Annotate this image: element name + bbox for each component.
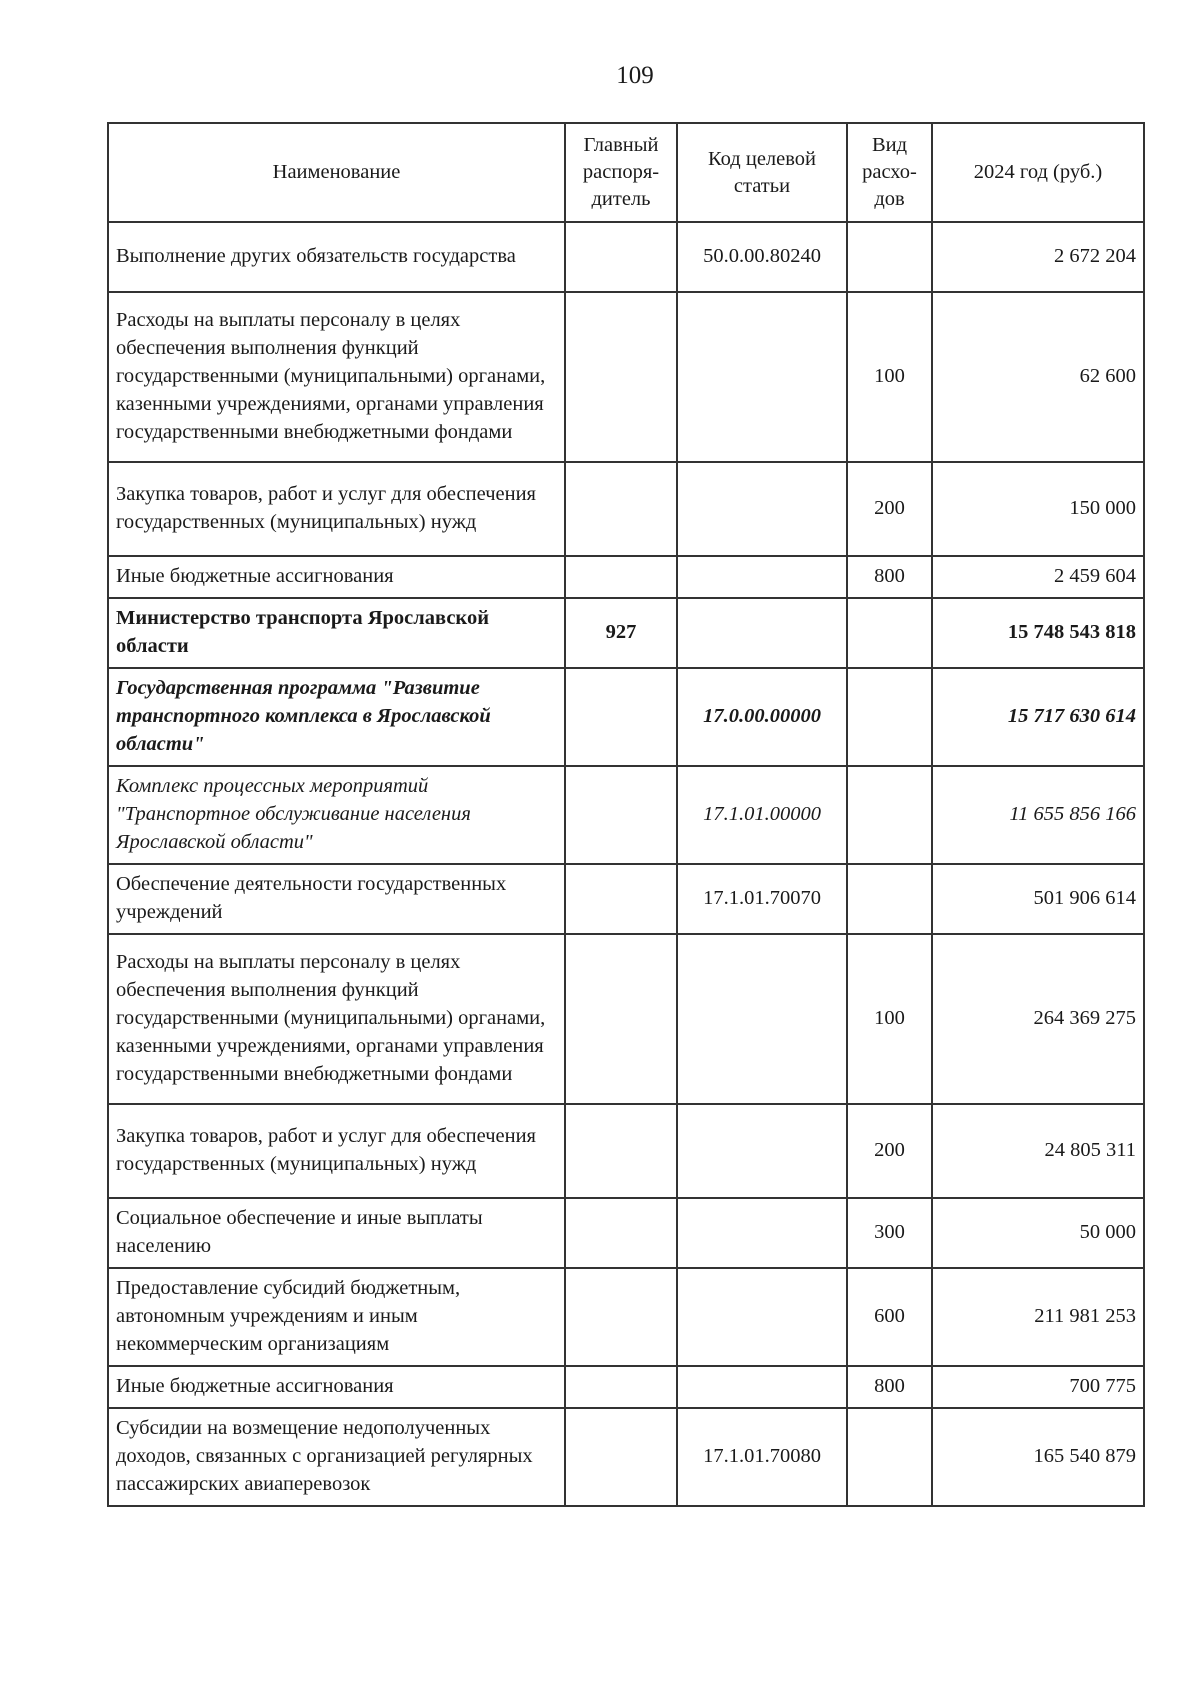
budget-table bbox=[107, 122, 1145, 1507]
cell-main-manager bbox=[565, 222, 677, 292]
cell-name: Государственная программа "Развитие транспортного комплекса в Ярославской области" bbox=[108, 668, 565, 766]
cell-target-code: 50.0.00.80240 bbox=[677, 222, 847, 292]
table-row bbox=[108, 864, 1144, 934]
cell-amount: 24 805 311 bbox=[932, 1104, 1144, 1198]
cell-expense-type bbox=[847, 1408, 932, 1506]
header-main-manager: Главный распоря-дитель bbox=[565, 123, 677, 222]
table-row bbox=[108, 222, 1144, 292]
table-row bbox=[108, 1408, 1144, 1506]
cell-name: Расходы на выплаты персоналу в целях обеспечения выполнения функций государственными (муниципальными) органами, казенными учреждениями, органами управления государственными внебюджетными фондами bbox=[108, 934, 565, 1104]
page-number: 109 bbox=[616, 62, 654, 89]
cell-name: Социальное обеспечение и иные выплаты населению bbox=[108, 1198, 565, 1268]
cell-target-code bbox=[677, 1198, 847, 1268]
cell-main-manager bbox=[565, 766, 677, 864]
cell-name: Закупка товаров, работ и услуг для обеспечения государственных (муниципальных) нужд bbox=[108, 1104, 565, 1198]
cell-amount: 15 748 543 818 bbox=[932, 598, 1144, 668]
cell-expense-type bbox=[847, 864, 932, 934]
cell-expense-type bbox=[847, 222, 932, 292]
cell-amount: 15 717 630 614 bbox=[932, 668, 1144, 766]
table-row bbox=[108, 934, 1144, 1104]
cell-name: Субсидии на возмещение недополученных доходов, связанных с организацией регулярных пассажирских авиаперевозок bbox=[108, 1408, 565, 1506]
cell-amount: 150 000 bbox=[932, 462, 1144, 556]
cell-target-code: 17.1.01.00000 bbox=[677, 766, 847, 864]
cell-main-manager bbox=[565, 864, 677, 934]
cell-expense-type: 100 bbox=[847, 934, 932, 1104]
cell-amount: 165 540 879 bbox=[932, 1408, 1144, 1506]
header-name: Наименование bbox=[108, 123, 565, 222]
cell-name: Расходы на выплаты персоналу в целях обеспечения выполнения функций государственными (муниципальными) органами, казенными учреждениями, органами управления государственными внебюджетными фондами bbox=[108, 292, 565, 462]
cell-name: Иные бюджетные ассигнования bbox=[108, 556, 565, 598]
cell-main-manager bbox=[565, 292, 677, 462]
cell-target-code bbox=[677, 1268, 847, 1366]
cell-target-code bbox=[677, 934, 847, 1104]
cell-target-code: 17.1.01.70070 bbox=[677, 864, 847, 934]
cell-amount: 264 369 275 bbox=[932, 934, 1144, 1104]
cell-target-code: 17.1.01.70080 bbox=[677, 1408, 847, 1506]
cell-amount: 700 775 bbox=[932, 1366, 1144, 1408]
cell-target-code bbox=[677, 598, 847, 668]
table-row bbox=[108, 668, 1144, 766]
table-row bbox=[108, 1104, 1144, 1198]
cell-expense-type: 800 bbox=[847, 1366, 932, 1408]
cell-main-manager bbox=[565, 1408, 677, 1506]
table-row bbox=[108, 766, 1144, 864]
cell-target-code: 17.0.00.00000 bbox=[677, 668, 847, 766]
cell-name: Обеспечение деятельности государственных учреждений bbox=[108, 864, 565, 934]
cell-target-code bbox=[677, 1104, 847, 1198]
cell-name: Министерство транспорта Ярославской области bbox=[108, 598, 565, 668]
cell-name: Предоставление субсидий бюджетным, автономным учреждениям и иным некоммерческим организациям bbox=[108, 1268, 565, 1366]
table-header-row bbox=[108, 123, 1144, 222]
cell-expense-type bbox=[847, 598, 932, 668]
cell-name: Иные бюджетные ассигнования bbox=[108, 1366, 565, 1408]
cell-name: Комплекс процессных мероприятий "Транспортное обслуживание населения Ярославской области" bbox=[108, 766, 565, 864]
table-row bbox=[108, 292, 1144, 462]
cell-main-manager bbox=[565, 556, 677, 598]
cell-amount: 211 981 253 bbox=[932, 1268, 1144, 1366]
cell-main-manager bbox=[565, 1104, 677, 1198]
cell-target-code bbox=[677, 556, 847, 598]
header-expense-type: Вид расхо-дов bbox=[847, 123, 932, 222]
table-row bbox=[108, 1366, 1144, 1408]
table-body bbox=[108, 222, 1144, 1506]
table-row bbox=[108, 1268, 1144, 1366]
header-year-2024: 2024 год (руб.) bbox=[932, 123, 1144, 222]
table-row bbox=[108, 598, 1144, 668]
cell-expense-type: 300 bbox=[847, 1198, 932, 1268]
cell-amount: 11 655 856 166 bbox=[932, 766, 1144, 864]
cell-expense-type: 100 bbox=[847, 292, 932, 462]
cell-expense-type: 200 bbox=[847, 1104, 932, 1198]
header-target-code: Код целевой статьи bbox=[677, 123, 847, 222]
cell-main-manager: 927 bbox=[565, 598, 677, 668]
cell-expense-type bbox=[847, 766, 932, 864]
cell-target-code bbox=[677, 1366, 847, 1408]
cell-main-manager bbox=[565, 668, 677, 766]
cell-main-manager bbox=[565, 934, 677, 1104]
table-row bbox=[108, 1198, 1144, 1268]
cell-main-manager bbox=[565, 462, 677, 556]
cell-amount: 50 000 bbox=[932, 1198, 1144, 1268]
cell-amount: 2 459 604 bbox=[932, 556, 1144, 598]
cell-name: Закупка товаров, работ и услуг для обеспечения государственных (муниципальных) нужд bbox=[108, 462, 565, 556]
cell-amount: 2 672 204 bbox=[932, 222, 1144, 292]
cell-target-code bbox=[677, 462, 847, 556]
cell-main-manager bbox=[565, 1198, 677, 1268]
table-row bbox=[108, 556, 1144, 598]
cell-expense-type: 200 bbox=[847, 462, 932, 556]
table-row bbox=[108, 462, 1144, 556]
cell-expense-type bbox=[847, 668, 932, 766]
cell-amount: 501 906 614 bbox=[932, 864, 1144, 934]
cell-main-manager bbox=[565, 1366, 677, 1408]
cell-expense-type: 800 bbox=[847, 556, 932, 598]
cell-main-manager bbox=[565, 1268, 677, 1366]
cell-name: Выполнение других обязательств государства bbox=[108, 222, 565, 292]
cell-amount: 62 600 bbox=[932, 292, 1144, 462]
cell-target-code bbox=[677, 292, 847, 462]
cell-expense-type: 600 bbox=[847, 1268, 932, 1366]
